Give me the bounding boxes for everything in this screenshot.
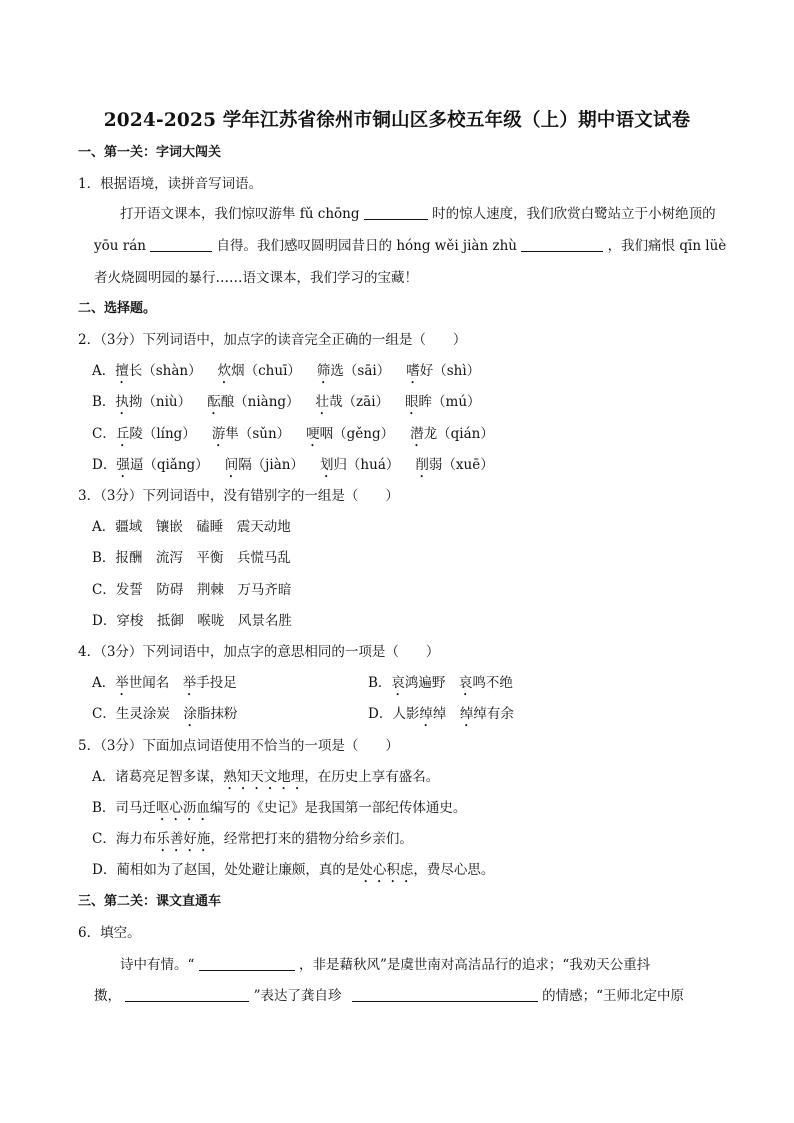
option-text: 脂抹粉 [196, 706, 238, 722]
section-heading: 二、选择题。 [78, 301, 157, 316]
question-paragraph-line: 者火烧圆明园的暴行……语文课本，我们学习的宝藏！ [94, 270, 418, 286]
option-text: 隼（sǔn） [225, 426, 291, 442]
option-text: 烟（chuī） [231, 363, 301, 379]
option-text: B．司马迁 [92, 800, 156, 816]
dotted-char: 举 [182, 675, 197, 691]
option-text: 世闻名 [128, 675, 183, 691]
option-text: 咽（gěng） [319, 426, 395, 442]
option-text: ，费尽心思。 [413, 862, 495, 878]
dotted-char: 擅 [115, 363, 129, 379]
option-text: 酿（niàng） [220, 394, 300, 410]
option-text: 选（sāi） [330, 363, 391, 379]
answer-blank[interactable] [521, 237, 603, 252]
question-stem: 6．填空。 [78, 925, 141, 941]
paragraph-text: 的情感；“王师北定中原 [542, 988, 684, 1004]
option-text: D．蔺相如为了赵国，处处避让廉颇，真的是 [92, 862, 360, 878]
dotted-char: 壮 [315, 394, 330, 410]
option-letter: A． [92, 675, 116, 691]
dotted-phrase: 处心积虑 [359, 862, 414, 878]
question-paragraph-line [94, 237, 726, 255]
option-d[interactable] [92, 456, 494, 481]
option-a[interactable] [92, 362, 480, 387]
option-letter: A． [92, 363, 116, 379]
question-stem: 1．根据语境，读拼音写词语。 [78, 176, 263, 192]
option-text: 鸿遍野 [404, 675, 459, 691]
option-text: 编写的《史记》是我国第一部纪传体通史。 [209, 800, 467, 816]
option-text: ，在历史上享有盛名。 [304, 769, 440, 785]
paragraph-text: ，非是藉秋风”是虞世南对高洁品行的追求；“我劝天公重抖 [299, 957, 651, 973]
paragraph-text: 诗中有情。“ [120, 957, 195, 973]
option-b[interactable] [92, 799, 466, 824]
question-paragraph-line [94, 987, 684, 1005]
answer-blank[interactable] [125, 987, 249, 1002]
option-text: 龙（qián） [423, 426, 494, 442]
option-d[interactable]: D．穿梭 抵御 喉咙 风景名胜 [92, 613, 292, 629]
paragraph-text: 时的惊人速度，我们欣赏白鹭站立于小树绝顶的 [432, 206, 716, 222]
option-text: 归（huá） [333, 457, 400, 473]
option-d[interactable] [92, 861, 494, 886]
option-text: 弱（xuē） [428, 457, 494, 473]
dotted-char: 间 [224, 457, 239, 473]
paragraph-text: 擞， [94, 988, 121, 1004]
dotted-char: 眼 [405, 394, 419, 410]
dotted-char: 嗜 [406, 363, 420, 379]
dotted-char: 削 [415, 457, 429, 473]
option-text: A．诸葛亮足智多谋， [92, 769, 224, 785]
option-d[interactable] [368, 705, 514, 730]
option-text: 长（shàn） [128, 363, 202, 379]
option-a[interactable] [92, 674, 237, 699]
dotted-char: 潜 [410, 426, 424, 442]
dotted-char: 哀 [391, 675, 405, 691]
option-letter: B． [368, 675, 392, 691]
answer-blank[interactable] [352, 987, 538, 1002]
paragraph-text: 自得。我们感叹圆明园昔日的 hóng wěi jiàn zhù [216, 238, 517, 254]
option-text: 拗（niù） [128, 394, 192, 410]
option-text: 好（shì） [419, 363, 481, 379]
option-letter: C． [92, 706, 116, 722]
paragraph-text: ，我们痛恨 qīn lüè [607, 238, 727, 254]
option-b[interactable] [368, 674, 513, 699]
option-letter: D． [92, 457, 117, 473]
dotted-phrase: 乐善好施 [156, 831, 211, 847]
question-stem: 3．（3分）下列词语中，没有错别字的一组是（ ） [78, 488, 399, 504]
option-text: 隔（jiàn） [238, 457, 304, 473]
section-heading: 一、第一关：字词大闯关 [78, 145, 222, 160]
dotted-phrase: 熟知天文地理 [223, 769, 305, 785]
option-text: 绰 [432, 706, 460, 722]
option-letter: D．人影 [368, 706, 420, 722]
option-text: 生灵涂炭 [115, 706, 184, 722]
paragraph-text: yōu rán [94, 238, 146, 254]
option-letter: C． [92, 426, 116, 442]
answer-blank[interactable] [150, 237, 212, 252]
dotted-char: 举 [115, 675, 129, 691]
question-stem: 2．（3分）下列词语中，加点字的读音完全正确的一组是（ ） [78, 332, 467, 348]
answer-blank[interactable] [199, 956, 295, 971]
dotted-char: 筛 [316, 363, 331, 379]
option-a[interactable] [92, 768, 439, 793]
option-c[interactable]: C．发誓 防碍 荆棘 万马齐暗 [92, 582, 292, 598]
option-text: 逼（qiǎng） [129, 457, 209, 473]
dotted-char: 游 [211, 426, 226, 442]
option-text: 陵（líng） [129, 426, 196, 442]
option-b[interactable]: B．报酬 流泻 平衡 兵慌马乱 [92, 550, 291, 566]
option-text: 绰有余 [473, 706, 514, 722]
option-text: 鸣不绝 [472, 675, 513, 691]
option-text: 手投足 [196, 675, 237, 691]
option-c[interactable] [92, 425, 494, 450]
option-c[interactable] [92, 705, 237, 730]
question-paragraph-line [120, 205, 716, 223]
option-b[interactable] [92, 393, 481, 418]
option-text: ，经常把打来的猎物分给乡亲们。 [210, 831, 413, 847]
dotted-char: 划 [319, 457, 334, 473]
option-letter: B． [92, 394, 116, 410]
answer-blank[interactable] [364, 205, 428, 220]
option-text: 哉（zāi） [329, 394, 390, 410]
dotted-char: 涂 [183, 706, 197, 722]
option-a[interactable]: A．疆域 镶嵌 磕睡 震天动地 [92, 519, 291, 535]
option-c[interactable] [92, 830, 413, 855]
dotted-phrase: 呕心沥血 [155, 800, 210, 816]
dotted-char: 丘 [115, 426, 130, 442]
option-text: C．海力布 [92, 831, 157, 847]
page-title: 2024-2025 学年江苏省徐州市铜山区多校五年级（上）期中语文试卷 [103, 110, 691, 131]
dotted-char: 哀 [458, 675, 473, 691]
dotted-char: 哽 [306, 426, 320, 442]
option-text: 眸（mú） [418, 394, 481, 410]
dotted-char: 绰 [459, 706, 474, 722]
question-stem: 5．（3分）下面加点词语使用不恰当的一项是（ ） [78, 738, 399, 754]
dotted-char: 酝 [207, 394, 221, 410]
section-heading: 三、第二关：课文直通车 [78, 894, 222, 909]
dotted-char: 执 [115, 394, 129, 410]
dotted-char: 绰 [419, 706, 433, 722]
dotted-char: 炊 [217, 363, 232, 379]
question-stem: 4．（3分）下列词语中，加点字的意思相同的一项是（ ） [78, 644, 440, 660]
dotted-char: 强 [116, 457, 130, 473]
paragraph-text: ”表达了龚自珍 [253, 988, 342, 1004]
paragraph-text: 打开语文课本，我们惊叹游隼 fǔ chōng [120, 206, 360, 222]
question-paragraph-line [120, 956, 650, 974]
